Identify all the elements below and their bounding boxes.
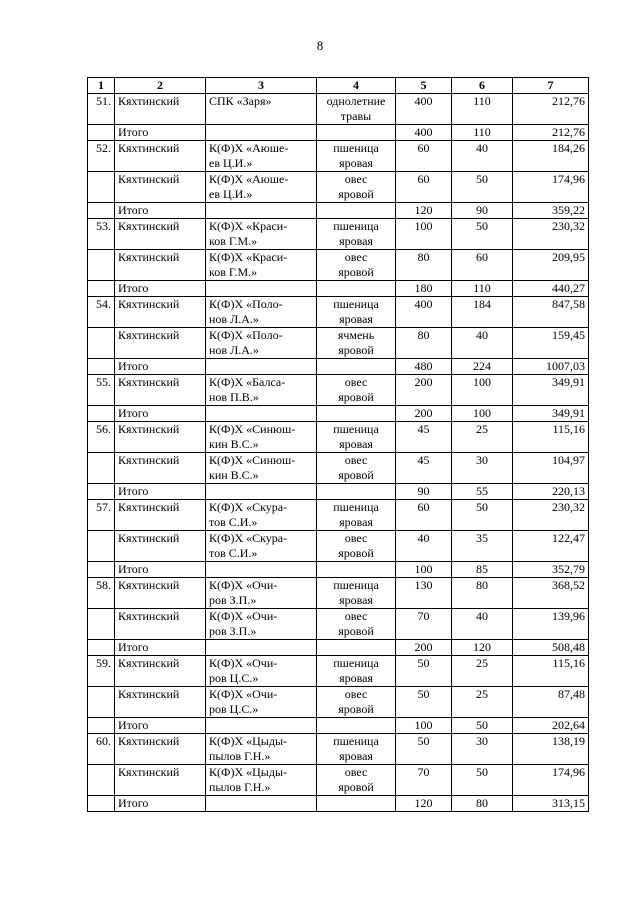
organization-cell bbox=[206, 406, 317, 422]
value-cell-5: 70 bbox=[396, 609, 452, 640]
row-number: 59. bbox=[88, 656, 115, 687]
value-cell-6: 40 bbox=[452, 609, 513, 640]
district-cell: Итого bbox=[115, 406, 206, 422]
value-cell-5: 40 bbox=[396, 531, 452, 562]
table-row bbox=[88, 687, 589, 718]
value-cell-6: 100 bbox=[452, 375, 513, 406]
value-cell-6: 110 bbox=[452, 125, 513, 141]
column-header: 1 bbox=[88, 78, 115, 94]
table-row bbox=[88, 172, 589, 203]
table-row bbox=[88, 453, 589, 484]
organization-cell: СПК «Заря» bbox=[206, 94, 317, 125]
value-cell-5: 80 bbox=[396, 328, 452, 359]
value-cell-5: 80 bbox=[396, 250, 452, 281]
total-row bbox=[88, 562, 589, 578]
table-body bbox=[88, 94, 589, 812]
district-cell: Кяхтинский bbox=[115, 578, 206, 609]
district-cell: Итого bbox=[115, 281, 206, 297]
organization-cell: К(Ф)Х «Очи- ров Ц.С.» bbox=[206, 656, 317, 687]
district-cell: Итого bbox=[115, 562, 206, 578]
column-header: 3 bbox=[206, 78, 317, 94]
crop-cell bbox=[317, 406, 396, 422]
value-cell-6: 50 bbox=[452, 718, 513, 734]
district-cell: Кяхтинский bbox=[115, 656, 206, 687]
value-cell-7: 138,19 bbox=[513, 734, 589, 765]
organization-cell bbox=[206, 203, 317, 219]
row-number bbox=[88, 718, 115, 734]
value-cell-7: 115,16 bbox=[513, 422, 589, 453]
organization-cell: К(Ф)Х «Очи- ров Ц.С.» bbox=[206, 687, 317, 718]
row-number bbox=[88, 453, 115, 484]
district-cell: Кяхтинский bbox=[115, 172, 206, 203]
value-cell-7: 313,15 bbox=[513, 796, 589, 812]
district-cell: Итого bbox=[115, 640, 206, 656]
value-cell-5: 50 bbox=[396, 734, 452, 765]
district-cell: Кяхтинский bbox=[115, 531, 206, 562]
total-row bbox=[88, 125, 589, 141]
value-cell-5: 50 bbox=[396, 656, 452, 687]
table-row bbox=[88, 94, 589, 125]
value-cell-6: 80 bbox=[452, 796, 513, 812]
value-cell-6: 120 bbox=[452, 640, 513, 656]
row-number bbox=[88, 765, 115, 796]
value-cell-6: 184 bbox=[452, 297, 513, 328]
row-number bbox=[88, 562, 115, 578]
value-cell-6: 50 bbox=[452, 219, 513, 250]
crop-cell bbox=[317, 718, 396, 734]
row-number bbox=[88, 359, 115, 375]
row-number: 60. bbox=[88, 734, 115, 765]
district-cell: Итого bbox=[115, 203, 206, 219]
value-cell-6: 35 bbox=[452, 531, 513, 562]
value-cell-7: 230,32 bbox=[513, 219, 589, 250]
value-cell-7: 202,64 bbox=[513, 718, 589, 734]
crop-cell: однолетние травы bbox=[317, 94, 396, 125]
value-cell-5: 60 bbox=[396, 141, 452, 172]
organization-cell: К(Ф)Х «Цыды- пылов Г.Н.» bbox=[206, 765, 317, 796]
value-cell-6: 40 bbox=[452, 141, 513, 172]
value-cell-5: 60 bbox=[396, 172, 452, 203]
table-row bbox=[88, 141, 589, 172]
value-cell-5: 90 bbox=[396, 484, 452, 500]
district-cell: Итого bbox=[115, 484, 206, 500]
value-cell-5: 45 bbox=[396, 453, 452, 484]
organization-cell: К(Ф)Х «Аюше- ев Ц.И.» bbox=[206, 172, 317, 203]
value-cell-6: 224 bbox=[452, 359, 513, 375]
value-cell-5: 120 bbox=[396, 203, 452, 219]
total-row bbox=[88, 203, 589, 219]
organization-cell: К(Ф)Х «Синюш- кин В.С.» bbox=[206, 453, 317, 484]
crop-cell bbox=[317, 640, 396, 656]
value-cell-6: 40 bbox=[452, 328, 513, 359]
crop-cell: пшеница яровая bbox=[317, 734, 396, 765]
crop-cell bbox=[317, 359, 396, 375]
row-number bbox=[88, 640, 115, 656]
value-cell-5: 45 bbox=[396, 422, 452, 453]
table-row bbox=[88, 219, 589, 250]
value-cell-7: 184,26 bbox=[513, 141, 589, 172]
row-number bbox=[88, 172, 115, 203]
value-cell-7: 212,76 bbox=[513, 125, 589, 141]
value-cell-5: 400 bbox=[396, 94, 452, 125]
district-cell: Кяхтинский bbox=[115, 250, 206, 281]
value-cell-6: 85 bbox=[452, 562, 513, 578]
value-cell-7: 174,96 bbox=[513, 765, 589, 796]
row-number: 52. bbox=[88, 141, 115, 172]
organization-cell bbox=[206, 562, 317, 578]
total-row bbox=[88, 640, 589, 656]
column-header: 6 bbox=[452, 78, 513, 94]
value-cell-6: 90 bbox=[452, 203, 513, 219]
value-cell-6: 100 bbox=[452, 406, 513, 422]
organization-cell: К(Ф)Х «Аюше- ев Ц.И.» bbox=[206, 141, 317, 172]
value-cell-6: 30 bbox=[452, 453, 513, 484]
organization-cell: К(Ф)Х «Краси- ков Г.М.» bbox=[206, 250, 317, 281]
value-cell-7: 115,16 bbox=[513, 656, 589, 687]
row-number bbox=[88, 484, 115, 500]
table-row bbox=[88, 531, 589, 562]
district-cell: Кяхтинский bbox=[115, 94, 206, 125]
table-row bbox=[88, 375, 589, 406]
crop-cell: овес яровой bbox=[317, 531, 396, 562]
value-cell-7: 359,22 bbox=[513, 203, 589, 219]
column-header: 5 bbox=[396, 78, 452, 94]
crop-cell: овес яровой bbox=[317, 453, 396, 484]
crop-cell: пшеница яровая bbox=[317, 656, 396, 687]
value-cell-5: 200 bbox=[396, 375, 452, 406]
crop-cell: овес яровой bbox=[317, 765, 396, 796]
organization-cell: К(Ф)Х «Очи- ров З.П.» bbox=[206, 609, 317, 640]
value-cell-5: 70 bbox=[396, 765, 452, 796]
district-cell: Кяхтинский bbox=[115, 500, 206, 531]
organization-cell bbox=[206, 796, 317, 812]
crop-cell bbox=[317, 484, 396, 500]
value-cell-6: 50 bbox=[452, 500, 513, 531]
value-cell-7: 122,47 bbox=[513, 531, 589, 562]
table-row bbox=[88, 609, 589, 640]
table-row bbox=[88, 297, 589, 328]
value-cell-5: 200 bbox=[396, 406, 452, 422]
organization-cell: К(Ф)Х «Синюш- кин В.С.» bbox=[206, 422, 317, 453]
row-number bbox=[88, 328, 115, 359]
district-cell: Кяхтинский bbox=[115, 141, 206, 172]
district-cell: Кяхтинский bbox=[115, 734, 206, 765]
crop-cell: пшеница яровая bbox=[317, 578, 396, 609]
value-cell-7: 847,58 bbox=[513, 297, 589, 328]
row-number: 57. bbox=[88, 500, 115, 531]
crop-cell: овес яровой bbox=[317, 687, 396, 718]
value-cell-7: 352,79 bbox=[513, 562, 589, 578]
row-number bbox=[88, 796, 115, 812]
column-header: 7 bbox=[513, 78, 589, 94]
organization-cell bbox=[206, 125, 317, 141]
crop-cell: пшеница яровая bbox=[317, 297, 396, 328]
value-cell-7: 440,27 bbox=[513, 281, 589, 297]
crop-cell: овес яровой bbox=[317, 172, 396, 203]
row-number bbox=[88, 281, 115, 297]
district-cell: Кяхтинский bbox=[115, 765, 206, 796]
crop-cell: овес яровой bbox=[317, 609, 396, 640]
organization-cell: К(Ф)Х «Скура- тов С.И.» bbox=[206, 500, 317, 531]
crop-cell: овес яровой bbox=[317, 375, 396, 406]
district-cell: Итого bbox=[115, 796, 206, 812]
district-cell: Кяхтинский bbox=[115, 453, 206, 484]
data-table bbox=[87, 77, 589, 812]
crop-cell: пшеница яровая bbox=[317, 219, 396, 250]
district-cell: Кяхтинский bbox=[115, 422, 206, 453]
column-header: 4 bbox=[317, 78, 396, 94]
value-cell-5: 400 bbox=[396, 125, 452, 141]
row-number: 56. bbox=[88, 422, 115, 453]
district-cell: Кяхтинский bbox=[115, 375, 206, 406]
value-cell-5: 180 bbox=[396, 281, 452, 297]
organization-cell: К(Ф)Х «Краси- ков Г.М.» bbox=[206, 219, 317, 250]
organization-cell: К(Ф)Х «Цыды- пылов Г.Н.» bbox=[206, 734, 317, 765]
value-cell-7: 139,96 bbox=[513, 609, 589, 640]
district-cell: Итого bbox=[115, 359, 206, 375]
value-cell-5: 480 bbox=[396, 359, 452, 375]
row-number bbox=[88, 687, 115, 718]
organization-cell: К(Ф)Х «Балса- нов П.В.» bbox=[206, 375, 317, 406]
value-cell-5: 100 bbox=[396, 718, 452, 734]
value-cell-5: 100 bbox=[396, 219, 452, 250]
column-header: 2 bbox=[115, 78, 206, 94]
value-cell-5: 200 bbox=[396, 640, 452, 656]
value-cell-7: 230,32 bbox=[513, 500, 589, 531]
table-row bbox=[88, 578, 589, 609]
district-cell: Кяхтинский bbox=[115, 328, 206, 359]
table-row bbox=[88, 734, 589, 765]
value-cell-7: 368,52 bbox=[513, 578, 589, 609]
row-number bbox=[88, 531, 115, 562]
value-cell-5: 120 bbox=[396, 796, 452, 812]
value-cell-6: 110 bbox=[452, 281, 513, 297]
value-cell-5: 100 bbox=[396, 562, 452, 578]
value-cell-7: 349,91 bbox=[513, 375, 589, 406]
total-row bbox=[88, 718, 589, 734]
value-cell-6: 80 bbox=[452, 578, 513, 609]
value-cell-5: 50 bbox=[396, 687, 452, 718]
value-cell-7: 1007,03 bbox=[513, 359, 589, 375]
district-cell: Итого bbox=[115, 125, 206, 141]
total-row bbox=[88, 406, 589, 422]
total-row bbox=[88, 281, 589, 297]
row-number bbox=[88, 203, 115, 219]
organization-cell: К(Ф)Х «Скура- тов С.И.» bbox=[206, 531, 317, 562]
organization-cell: К(Ф)Х «Очи- ров З.П.» bbox=[206, 578, 317, 609]
row-number: 53. bbox=[88, 219, 115, 250]
value-cell-7: 508,48 bbox=[513, 640, 589, 656]
value-cell-7: 174,96 bbox=[513, 172, 589, 203]
crop-cell bbox=[317, 796, 396, 812]
value-cell-7: 209,95 bbox=[513, 250, 589, 281]
crop-cell: овес яровой bbox=[317, 250, 396, 281]
table-row bbox=[88, 328, 589, 359]
value-cell-5: 400 bbox=[396, 297, 452, 328]
page-number: 8 bbox=[316, 38, 324, 53]
table-row bbox=[88, 422, 589, 453]
row-number bbox=[88, 125, 115, 141]
value-cell-6: 25 bbox=[452, 656, 513, 687]
row-number: 55. bbox=[88, 375, 115, 406]
row-number bbox=[88, 250, 115, 281]
value-cell-7: 220,13 bbox=[513, 484, 589, 500]
organization-cell bbox=[206, 281, 317, 297]
value-cell-7: 87,48 bbox=[513, 687, 589, 718]
crop-cell: пшеница яровая bbox=[317, 500, 396, 531]
value-cell-5: 60 bbox=[396, 500, 452, 531]
crop-cell bbox=[317, 203, 396, 219]
organization-cell bbox=[206, 718, 317, 734]
value-cell-6: 25 bbox=[452, 422, 513, 453]
organization-cell: К(Ф)Х «Поло- нов Л.А.» bbox=[206, 328, 317, 359]
district-cell: Итого bbox=[115, 718, 206, 734]
value-cell-7: 104,97 bbox=[513, 453, 589, 484]
district-cell: Кяхтинский bbox=[115, 219, 206, 250]
total-row bbox=[88, 359, 589, 375]
organization-cell bbox=[206, 640, 317, 656]
value-cell-6: 30 bbox=[452, 734, 513, 765]
crop-cell bbox=[317, 562, 396, 578]
district-cell: Кяхтинский bbox=[115, 297, 206, 328]
crop-cell: ячмень яровой bbox=[317, 328, 396, 359]
value-cell-7: 212,76 bbox=[513, 94, 589, 125]
row-number bbox=[88, 406, 115, 422]
value-cell-6: 55 bbox=[452, 484, 513, 500]
value-cell-7: 349,91 bbox=[513, 406, 589, 422]
crop-cell: пшеница яровая bbox=[317, 141, 396, 172]
value-cell-5: 130 bbox=[396, 578, 452, 609]
district-cell: Кяхтинский bbox=[115, 687, 206, 718]
value-cell-6: 50 bbox=[452, 172, 513, 203]
table-header-row bbox=[88, 78, 589, 94]
row-number bbox=[88, 609, 115, 640]
value-cell-6: 25 bbox=[452, 687, 513, 718]
organization-cell bbox=[206, 484, 317, 500]
value-cell-7: 159,45 bbox=[513, 328, 589, 359]
district-cell: Кяхтинский bbox=[115, 609, 206, 640]
organization-cell: К(Ф)Х «Поло- нов Л.А.» bbox=[206, 297, 317, 328]
organization-cell bbox=[206, 359, 317, 375]
crop-cell bbox=[317, 125, 396, 141]
row-number: 58. bbox=[88, 578, 115, 609]
value-cell-6: 110 bbox=[452, 94, 513, 125]
value-cell-6: 60 bbox=[452, 250, 513, 281]
row-number: 51. bbox=[88, 94, 115, 125]
table-row bbox=[88, 765, 589, 796]
crop-cell bbox=[317, 281, 396, 297]
table-row bbox=[88, 500, 589, 531]
value-cell-6: 50 bbox=[452, 765, 513, 796]
crop-cell: пшеница яровая bbox=[317, 422, 396, 453]
table-row bbox=[88, 250, 589, 281]
total-row bbox=[88, 796, 589, 812]
table-row bbox=[88, 656, 589, 687]
row-number: 54. bbox=[88, 297, 115, 328]
total-row bbox=[88, 484, 589, 500]
